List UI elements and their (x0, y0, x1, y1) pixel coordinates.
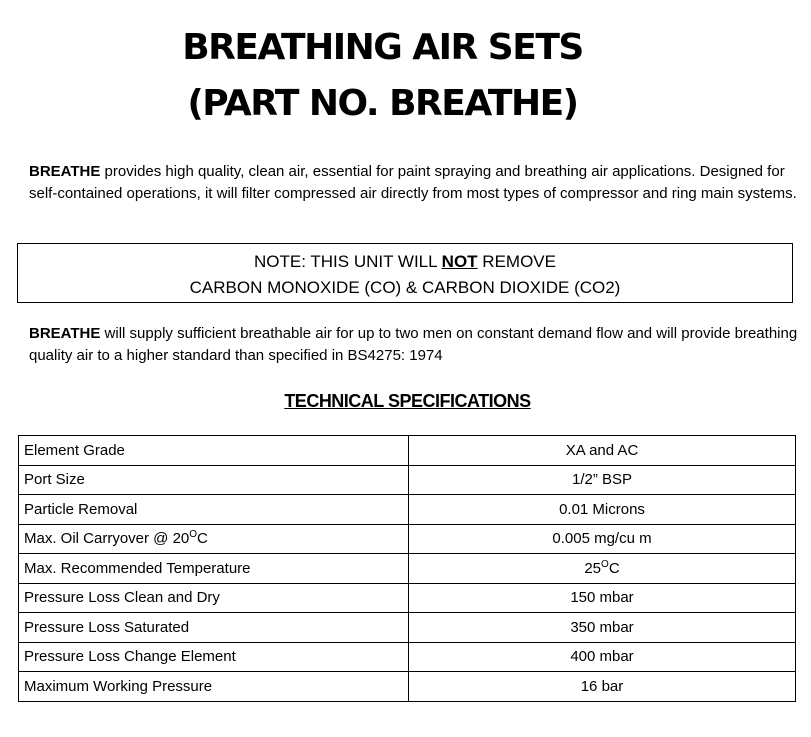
note-emphasis: NOT (441, 252, 478, 271)
spec-label: Max. Recommended Temperature (19, 554, 409, 584)
spec-value: 16 bar (409, 672, 796, 702)
table-row (19, 465, 796, 495)
specs-table (18, 435, 796, 702)
intro-paragraph (29, 161, 799, 204)
note-suffix: REMOVE (477, 252, 556, 271)
spec-value-post: C (608, 559, 620, 577)
note-line-2: CARBON MONOXIDE (CO) & CARBON DIOXIDE (CO2) (189, 278, 621, 297)
spec-value-pre: 25 (584, 559, 602, 577)
spec-label: Pressure Loss Saturated (19, 613, 409, 643)
note-box (17, 243, 793, 303)
supply-brand: BREATHE (29, 325, 101, 342)
spec-value: 0.005 mg/cu m (409, 524, 796, 554)
supply-text: will supply sufficient breathable air for up to two men on constant demand flow and will provide breathing quality air to a higher standard than specified in BS4275: 1974 (29, 325, 798, 364)
spec-label-post: C (197, 530, 208, 548)
document-title-line-2: (PART NO. BREATHE) (187, 83, 578, 124)
degree-sup: O (189, 529, 198, 541)
document-title-line-1: BREATHING AIR SETS (182, 27, 583, 68)
specs-heading: TECHNICAL SPECIFICATIONS (284, 391, 531, 411)
table-row (19, 642, 796, 672)
intro-text: provides high quality, clean air, essential for paint spraying and breathing air applications. Designed for self-contained operations, it will filter compressed air directly from most types of compressor and ring main systems. (29, 163, 797, 202)
supply-paragraph (29, 323, 799, 366)
degree-sup: O (601, 558, 609, 570)
spec-label: Particle Removal (19, 495, 409, 525)
spec-label-pre: Max. Oil Carryover @ 20 (24, 530, 190, 548)
table-row (19, 583, 796, 613)
table-row (19, 554, 796, 584)
spec-label: Pressure Loss Clean and Dry (19, 583, 409, 613)
spec-label (19, 524, 409, 554)
note-prefix: NOTE: THIS UNIT WILL (254, 252, 442, 271)
table-row (19, 436, 796, 466)
table-row (19, 672, 796, 702)
spec-value: 400 mbar (409, 642, 796, 672)
table-row (19, 613, 796, 643)
spec-label: Element Grade (19, 436, 409, 466)
spec-value: 0.01 Microns (409, 495, 796, 525)
spec-value: XA and AC (409, 436, 796, 466)
spec-label: Port Size (19, 465, 409, 495)
spec-label: Maximum Working Pressure (19, 672, 409, 702)
intro-brand: BREATHE (29, 163, 101, 180)
spec-value: 150 mbar (409, 583, 796, 613)
spec-value: 1/2” BSP (409, 465, 796, 495)
note-line-1 (18, 249, 792, 275)
table-row (19, 524, 796, 554)
table-row (19, 495, 796, 525)
spec-value: 350 mbar (409, 613, 796, 643)
spec-label: Pressure Loss Change Element (19, 642, 409, 672)
spec-value (409, 554, 796, 584)
